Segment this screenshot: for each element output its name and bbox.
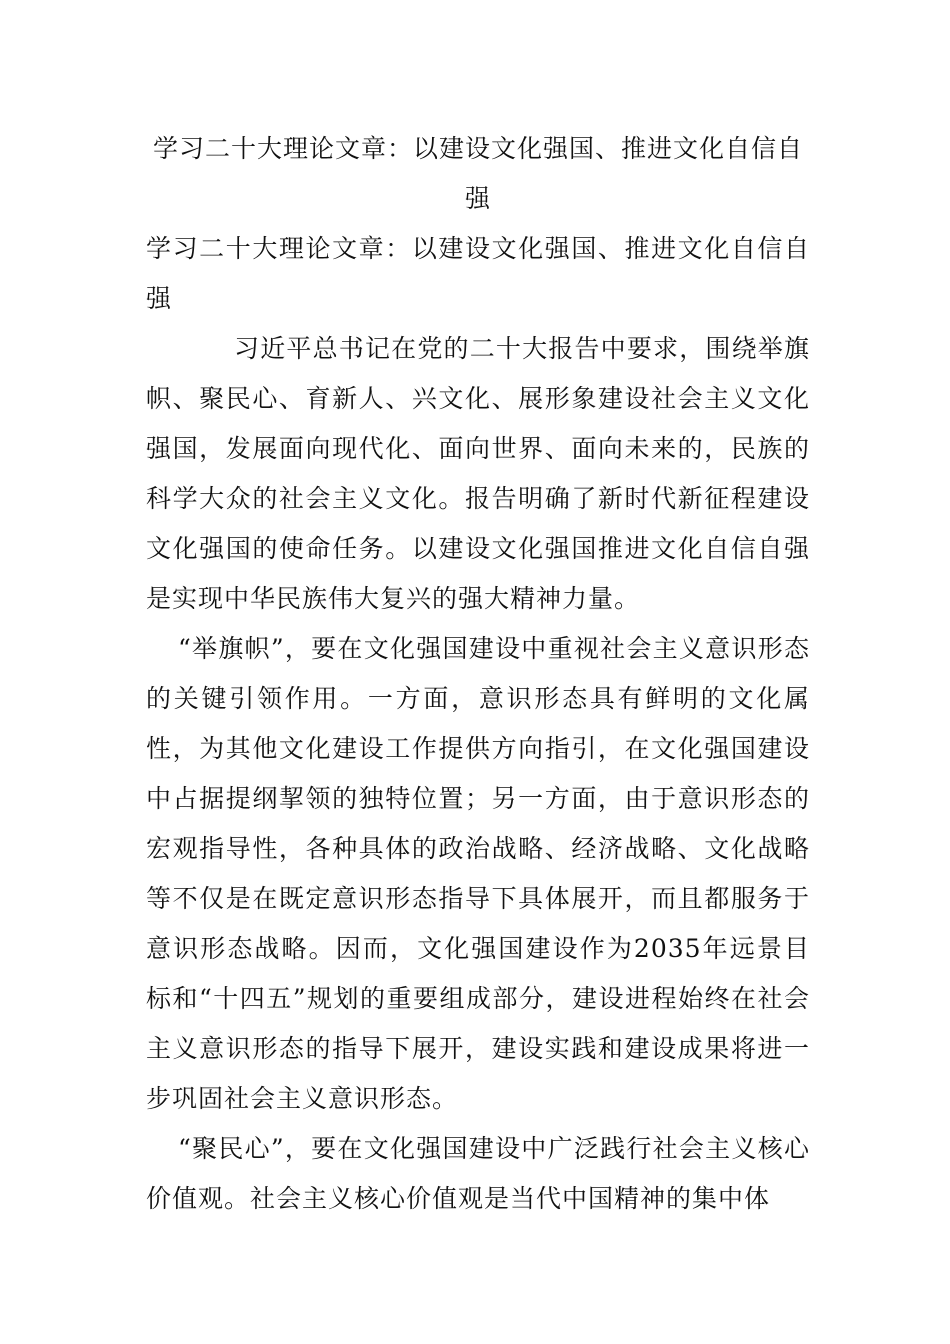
- paragraph-unite-people: “聚民心”，要在文化强国建设中广泛践行社会主义核心价值观。社会主义核心价值观是当代中国精神的集中体: [146, 1134, 810, 1213]
- paragraph-intro: 习近平总书记在党的二十大报告中要求，围绕举旗帜、聚民心、育新人、兴文化、展形象建设社会主义文化强国，发展面向现代化、面向世界、面向未来的，民族的科学大众的社会主义文化。报告明确了新时代新征程建设文化强国的使命任务。以建设文化强国推进文化自信自强是实现中华民族伟大复兴的强大精神力量。: [146, 334, 810, 613]
- paragraph-hold-banner: “举旗帜”，要在文化强国建设中重视社会主义意识形态的关键引领作用。一方面，意识形态具有鲜明的文化属性，为其他文化建设工作提供方向指引，在文化强国建设中占据提纲挈领的独特位置；另一方面，由于意识形态的宏观指导性，各种具体的政治战略、经济战略、文化战略等不仅是在既定意识形态指导下具体展开，而且都服务于意识形态战略。因而，文化强国建设作为2035年远景目标和“十四五”规划的重要组成部分，建设进程始终在社会主义意识形态的指导下展开，建设实践和建设成果将进一步巩固社会主义意识形态。: [146, 634, 810, 1113]
- document-subtitle: 学习二十大理论文章：以建设文化强国、推进文化自信自强: [146, 234, 810, 313]
- document-content: [146, 124, 810, 1224]
- document-title: 学习二十大理论文章：以建设文化强国、推进文化自信自强: [152, 134, 803, 213]
